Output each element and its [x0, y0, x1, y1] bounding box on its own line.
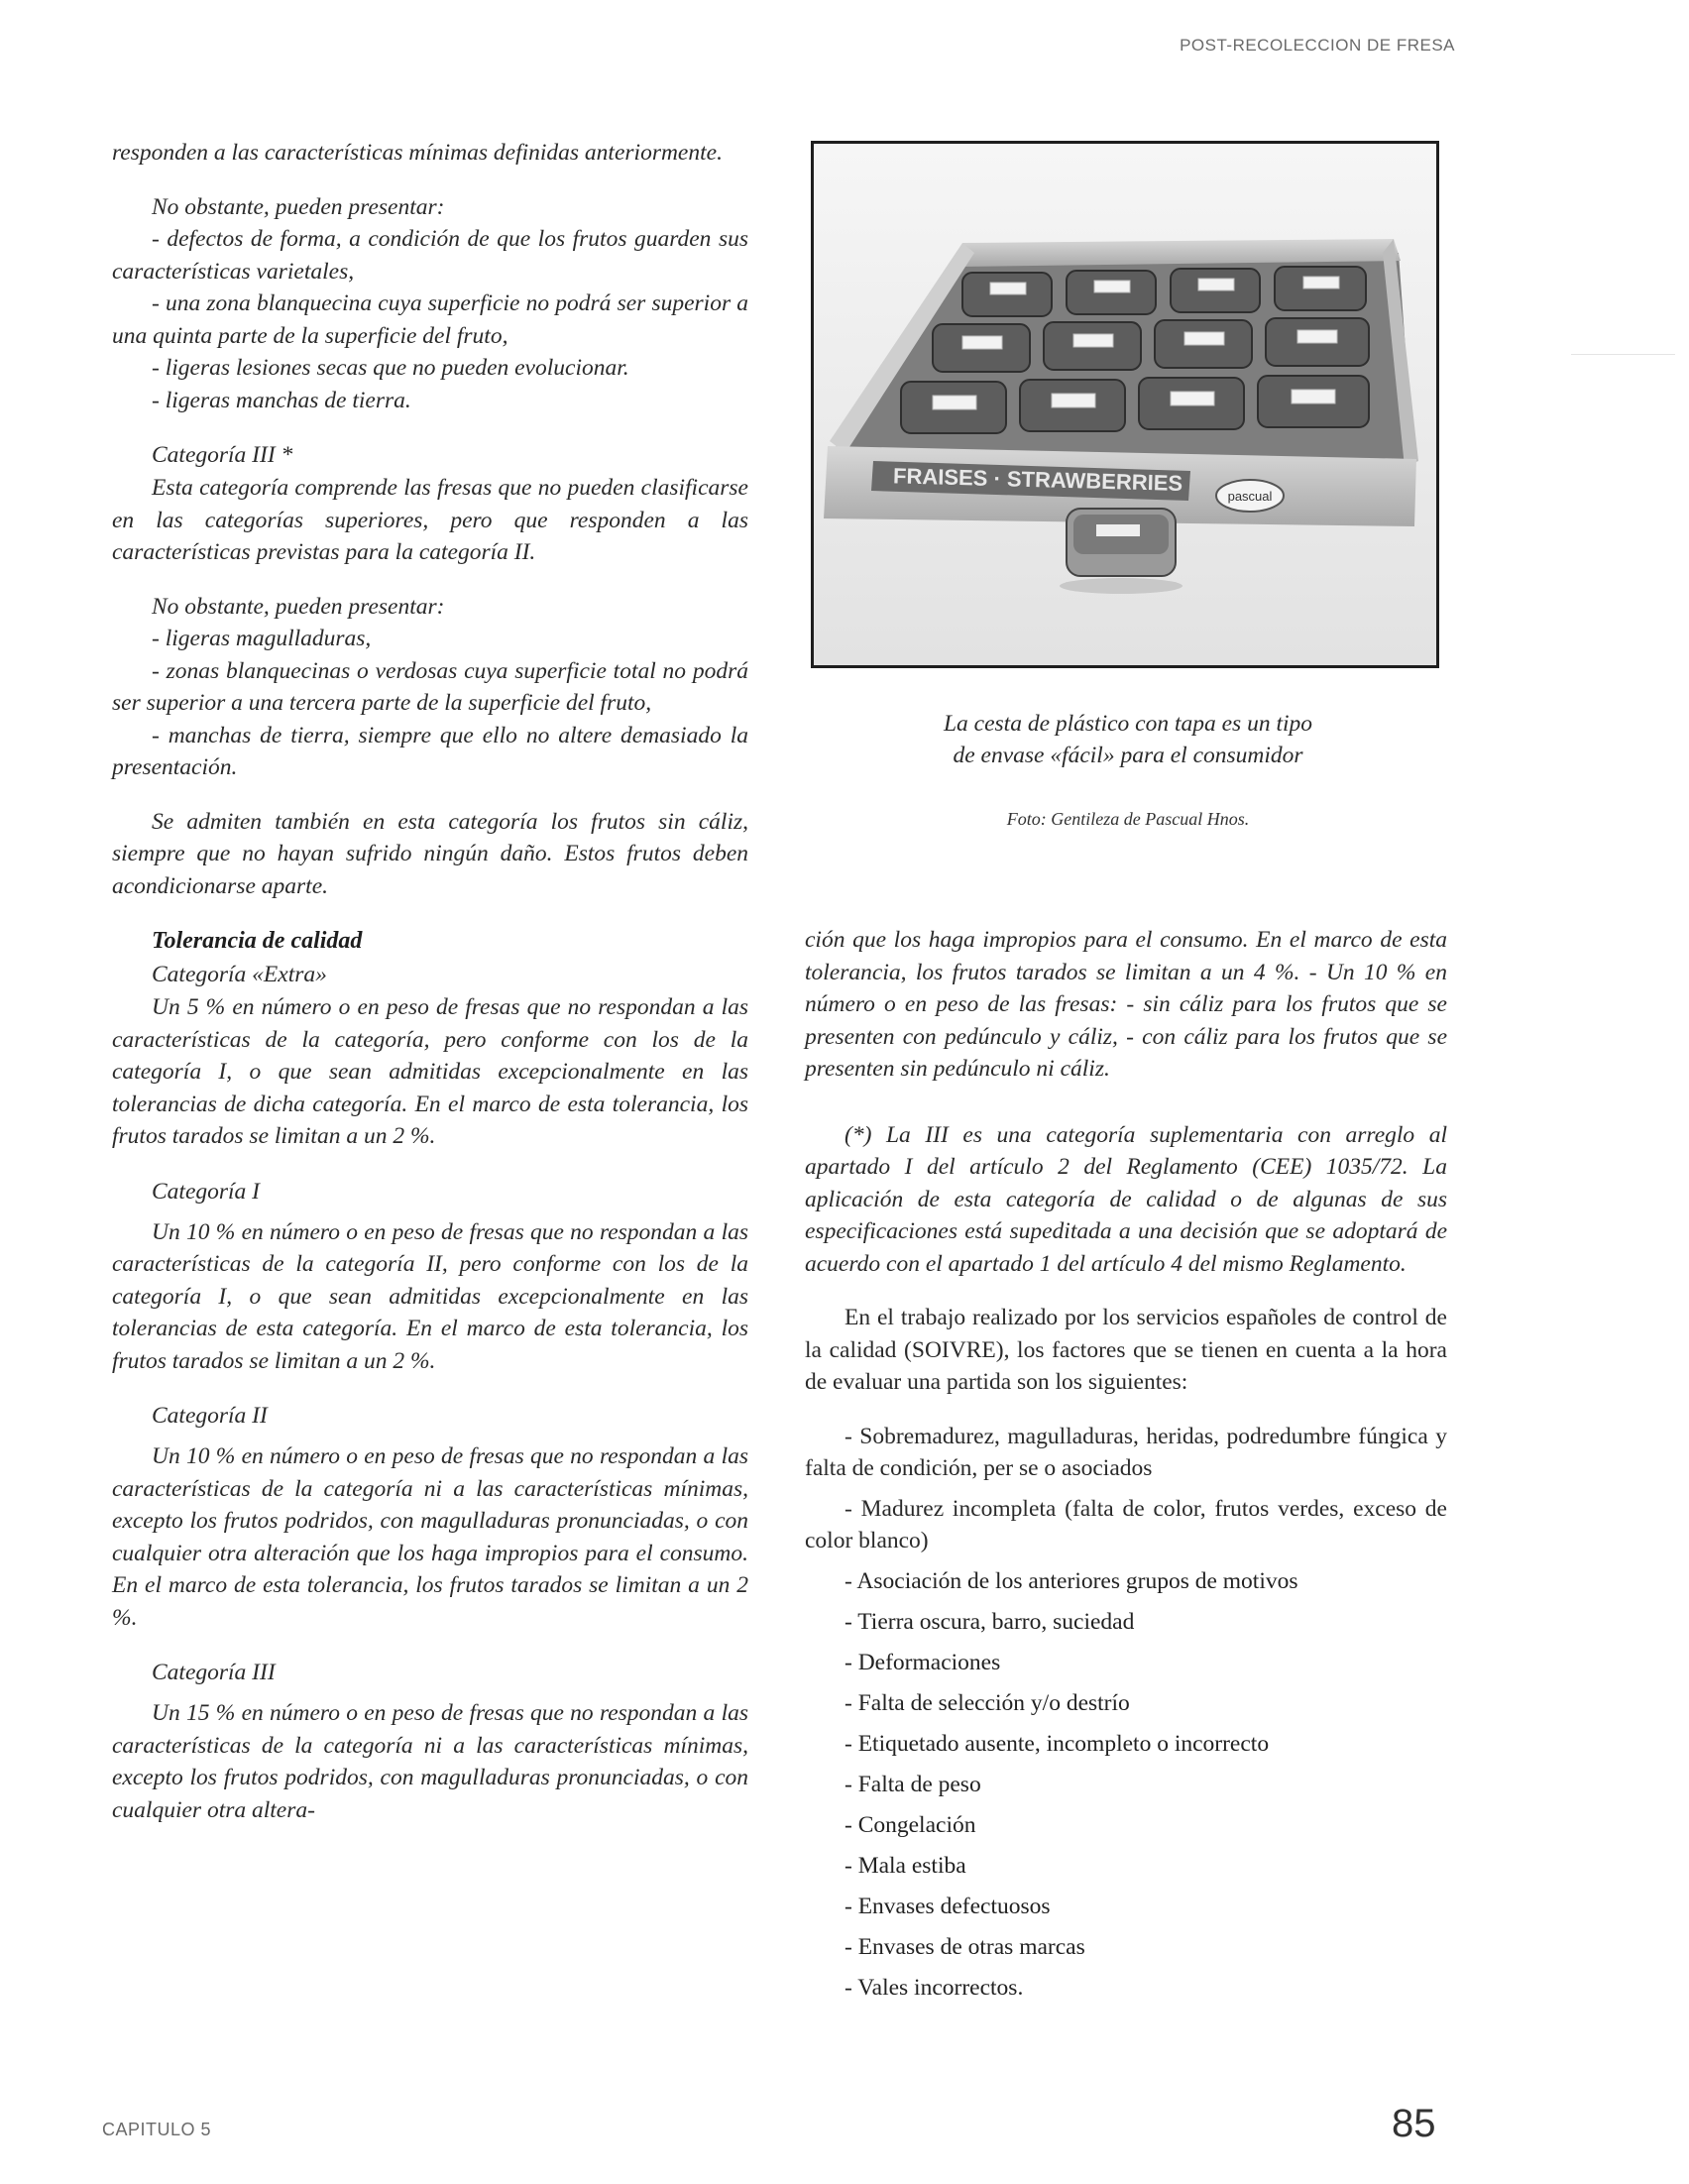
- paragraph: En el trabajo realizado por los servicios españoles de control de la calidad (SOIVRE), los factores que se tienen en cuenta a la hora de evaluar una partida son los siguientes:: [805, 1305, 1447, 1395]
- list-item: - ligeras lesiones secas que no pueden evolucionar.: [152, 355, 629, 381]
- page-number: 85: [1392, 2102, 1436, 2145]
- strawberry-crate-photo: [811, 141, 1439, 668]
- list-item: - Falta de selección y/o destrío: [844, 1689, 1130, 1716]
- paragraph: Se admiten también en esta categoría los frutos sin cáliz, siempre que no hayan sufrido ningún daño. Estos frutos deben acondicionarse aparte.: [112, 808, 748, 899]
- list-item: - Falta de peso: [844, 1771, 981, 1797]
- list-item: - una zona blanquecina cuya superficie no podrá ser superior a una quinta parte de la superficie del fruto,: [112, 290, 748, 349]
- list-item: - Etiquetado ausente, incompleto o incorrecto: [844, 1730, 1270, 1757]
- list-item: - Sobremadurez, magulladuras, heridas, podredumbre fúngica y falta de condición, per se o asociados: [805, 1423, 1447, 1481]
- list-item: - Deformaciones: [844, 1649, 1001, 1675]
- list-item: - Congelación: [844, 1811, 976, 1838]
- list-item: - defectos de forma, a condición de que los frutos guarden sus características varietales,: [112, 226, 748, 285]
- subsection-heading: Categoría I: [152, 1178, 261, 1205]
- list-item: - ligeras magulladuras,: [152, 626, 372, 651]
- list-item: - Madurez incompleta (falta de color, frutos verdes, exceso de color blanco): [805, 1495, 1447, 1553]
- figure-caption: [811, 708, 1445, 771]
- list-item: - Mala estiba: [844, 1852, 966, 1879]
- paragraph: responden a las características mínimas definidas anteriormente.: [112, 140, 723, 166]
- running-header: POST-RECOLECCION DE FRESA: [1180, 36, 1455, 55]
- paragraph: ción que los haga impropios para el consumo. En el marco de esta tolerancia, los frutos tarados se limitan a un 4 %. - Un 10 % en número o en peso de las fresas: - sin cáliz para los frutos que se presenten con pedúnculo y cáliz, - con cáliz para los frutos que se presenten sin pedúnculo ni cáliz.: [805, 927, 1447, 1082]
- right-column: [805, 924, 1447, 2012]
- footnote: (*) La III es una categoría suplementaria con arreglo al apartado I del artículo 2 del Reglamento (CEE) 1035/72. La aplicación de esta categoría de calidad o de algunas de sus especificaciones está supeditada a una decisión que se adoptará de acuerdo con el apartado 1 del artículo 4 del mismo Reglamento.: [805, 1121, 1447, 1277]
- caption-line-2: de envase «fácil» para el consumidor: [953, 743, 1303, 768]
- paragraph: Un 15 % en número o en peso de fresas que no respondan a las características de la categoría ni a las características mínimas, excepto los frutos podridos, con magulladuras pronunciadas, o con cualquier otra altera-: [112, 1700, 748, 1823]
- section-heading: Categoría III *: [152, 442, 293, 468]
- paragraph: Un 10 % en número o en peso de fresas que no respondan a las características de la categoría II, pero conforme con los de la categoría I, o que sean admitidas excepcionalmente en las tolerancias de esta categoría. En el marco de esta tolerancia, los frutos tarados se limitan a un 2 %.: [112, 1218, 748, 1374]
- photo-illustration: [814, 144, 1436, 665]
- list-item: - Asociación de los anteriores grupos de motivos: [844, 1567, 1298, 1594]
- list-item: - ligeras manchas de tierra.: [152, 387, 411, 413]
- list-item: - manchas de tierra, siempre que ello no altere demasiado la presentación.: [112, 722, 748, 780]
- list-item: - Envases de otras marcas: [844, 1933, 1085, 1960]
- single-punnet: [1060, 509, 1182, 594]
- brand-logo: pascual: [1227, 489, 1273, 504]
- paragraph: No obstante, pueden presentar:: [152, 593, 445, 620]
- figure: [811, 141, 1445, 848]
- list-item: - Tierra oscura, barro, suciedad: [844, 1608, 1135, 1635]
- caption-line-1: La cesta de plástico con tapa es un tipo: [943, 711, 1313, 737]
- list-item: - Envases defectuosos: [844, 1893, 1051, 1919]
- paragraph: Un 10 % en número o en peso de fresas que no respondan a las características de la categoría ni a las características mínimas, excepto los frutos podridos, con magulladuras pronunciadas, o con cualquier otra alteración que los haga impropios para el consumo. En el marco de esta tolerancia, los frutos tarados se limitan a un 2 %.: [112, 1443, 748, 1631]
- paragraph: No obstante, pueden presentar:: [152, 193, 445, 220]
- subsection-heading: Categoría III: [152, 1660, 276, 1685]
- crate-label-text: FRAISES · STRAWBERRIES: [892, 463, 1183, 496]
- chapter-label: CAPITULO 5: [102, 2120, 212, 2139]
- margin-rule: [1571, 354, 1675, 355]
- list-item: - Vales incorrectos.: [844, 1974, 1024, 2001]
- paragraph: Un 5 % en número o en peso de fresas que no respondan a las características de la categoría, pero conforme con los de la categoría I, o que sean admitidas excepcionalmente en las tolerancias de dicha categoría. En el marco de esta tolerancia, los frutos tarados se limitan a un 2 %.: [112, 994, 748, 1149]
- photo-credit: Foto: Gentileza de Pascual Hnos.: [1006, 809, 1250, 829]
- section-heading: Tolerancia de calidad: [152, 928, 363, 954]
- subsection-heading: Categoría «Extra»: [152, 962, 327, 987]
- list-item: - zonas blanquecinas o verdosas cuya superficie total no podrá ser superior a una tercera parte de la superficie del fruto,: [112, 657, 748, 716]
- left-column: [112, 137, 748, 1826]
- factor-list: [805, 1565, 1447, 2004]
- subsection-heading: Categoría II: [152, 1403, 268, 1429]
- paragraph: Esta categoría comprende las fresas que no pueden clasificarse en las categorías superiores, pero que responden a las características previstas para la categoría II.: [112, 475, 748, 565]
